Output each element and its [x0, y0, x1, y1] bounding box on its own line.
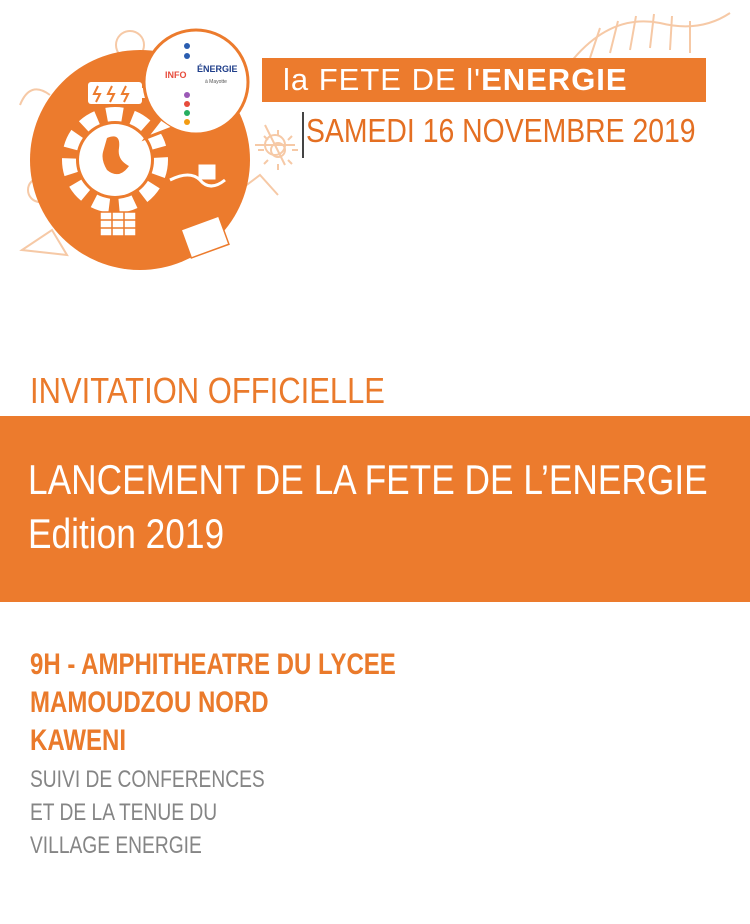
- followup-line: VILLAGE ENERGIE: [30, 832, 202, 859]
- event-date: SAMEDI 16 NOVEMBRE 2019: [306, 112, 696, 149]
- location-line: MAMOUDZOU NORD: [30, 686, 269, 719]
- location-line: 9H - AMPHITHEATRE DU LYCEE: [30, 648, 396, 681]
- battery-icon: [88, 82, 147, 104]
- edition-label: Edition 2019: [28, 510, 225, 557]
- location-line: KAWENI: [30, 724, 126, 757]
- energy-illustration: [0, 0, 300, 290]
- logo-text-left: INFO: [165, 70, 187, 80]
- followup-line: SUIVI DE CONFERENCES: [30, 766, 265, 793]
- followup-line: ET DE LA TENUE DU: [30, 799, 218, 826]
- event-title: [283, 60, 628, 100]
- date-divider: [302, 112, 304, 158]
- event-title-light: la FETE DE l': [283, 62, 482, 97]
- invitation-title: INVITATION OFFICIELLE: [30, 370, 385, 411]
- event-title-bold: ENERGIE: [481, 62, 628, 97]
- logo-tagline: à Mayotte: [205, 79, 227, 85]
- headline-band: [0, 416, 750, 602]
- headline: LANCEMENT DE LA FETE DE L’ENERGIE: [28, 456, 708, 503]
- logo-text-right: ÉNERGIE: [197, 64, 238, 74]
